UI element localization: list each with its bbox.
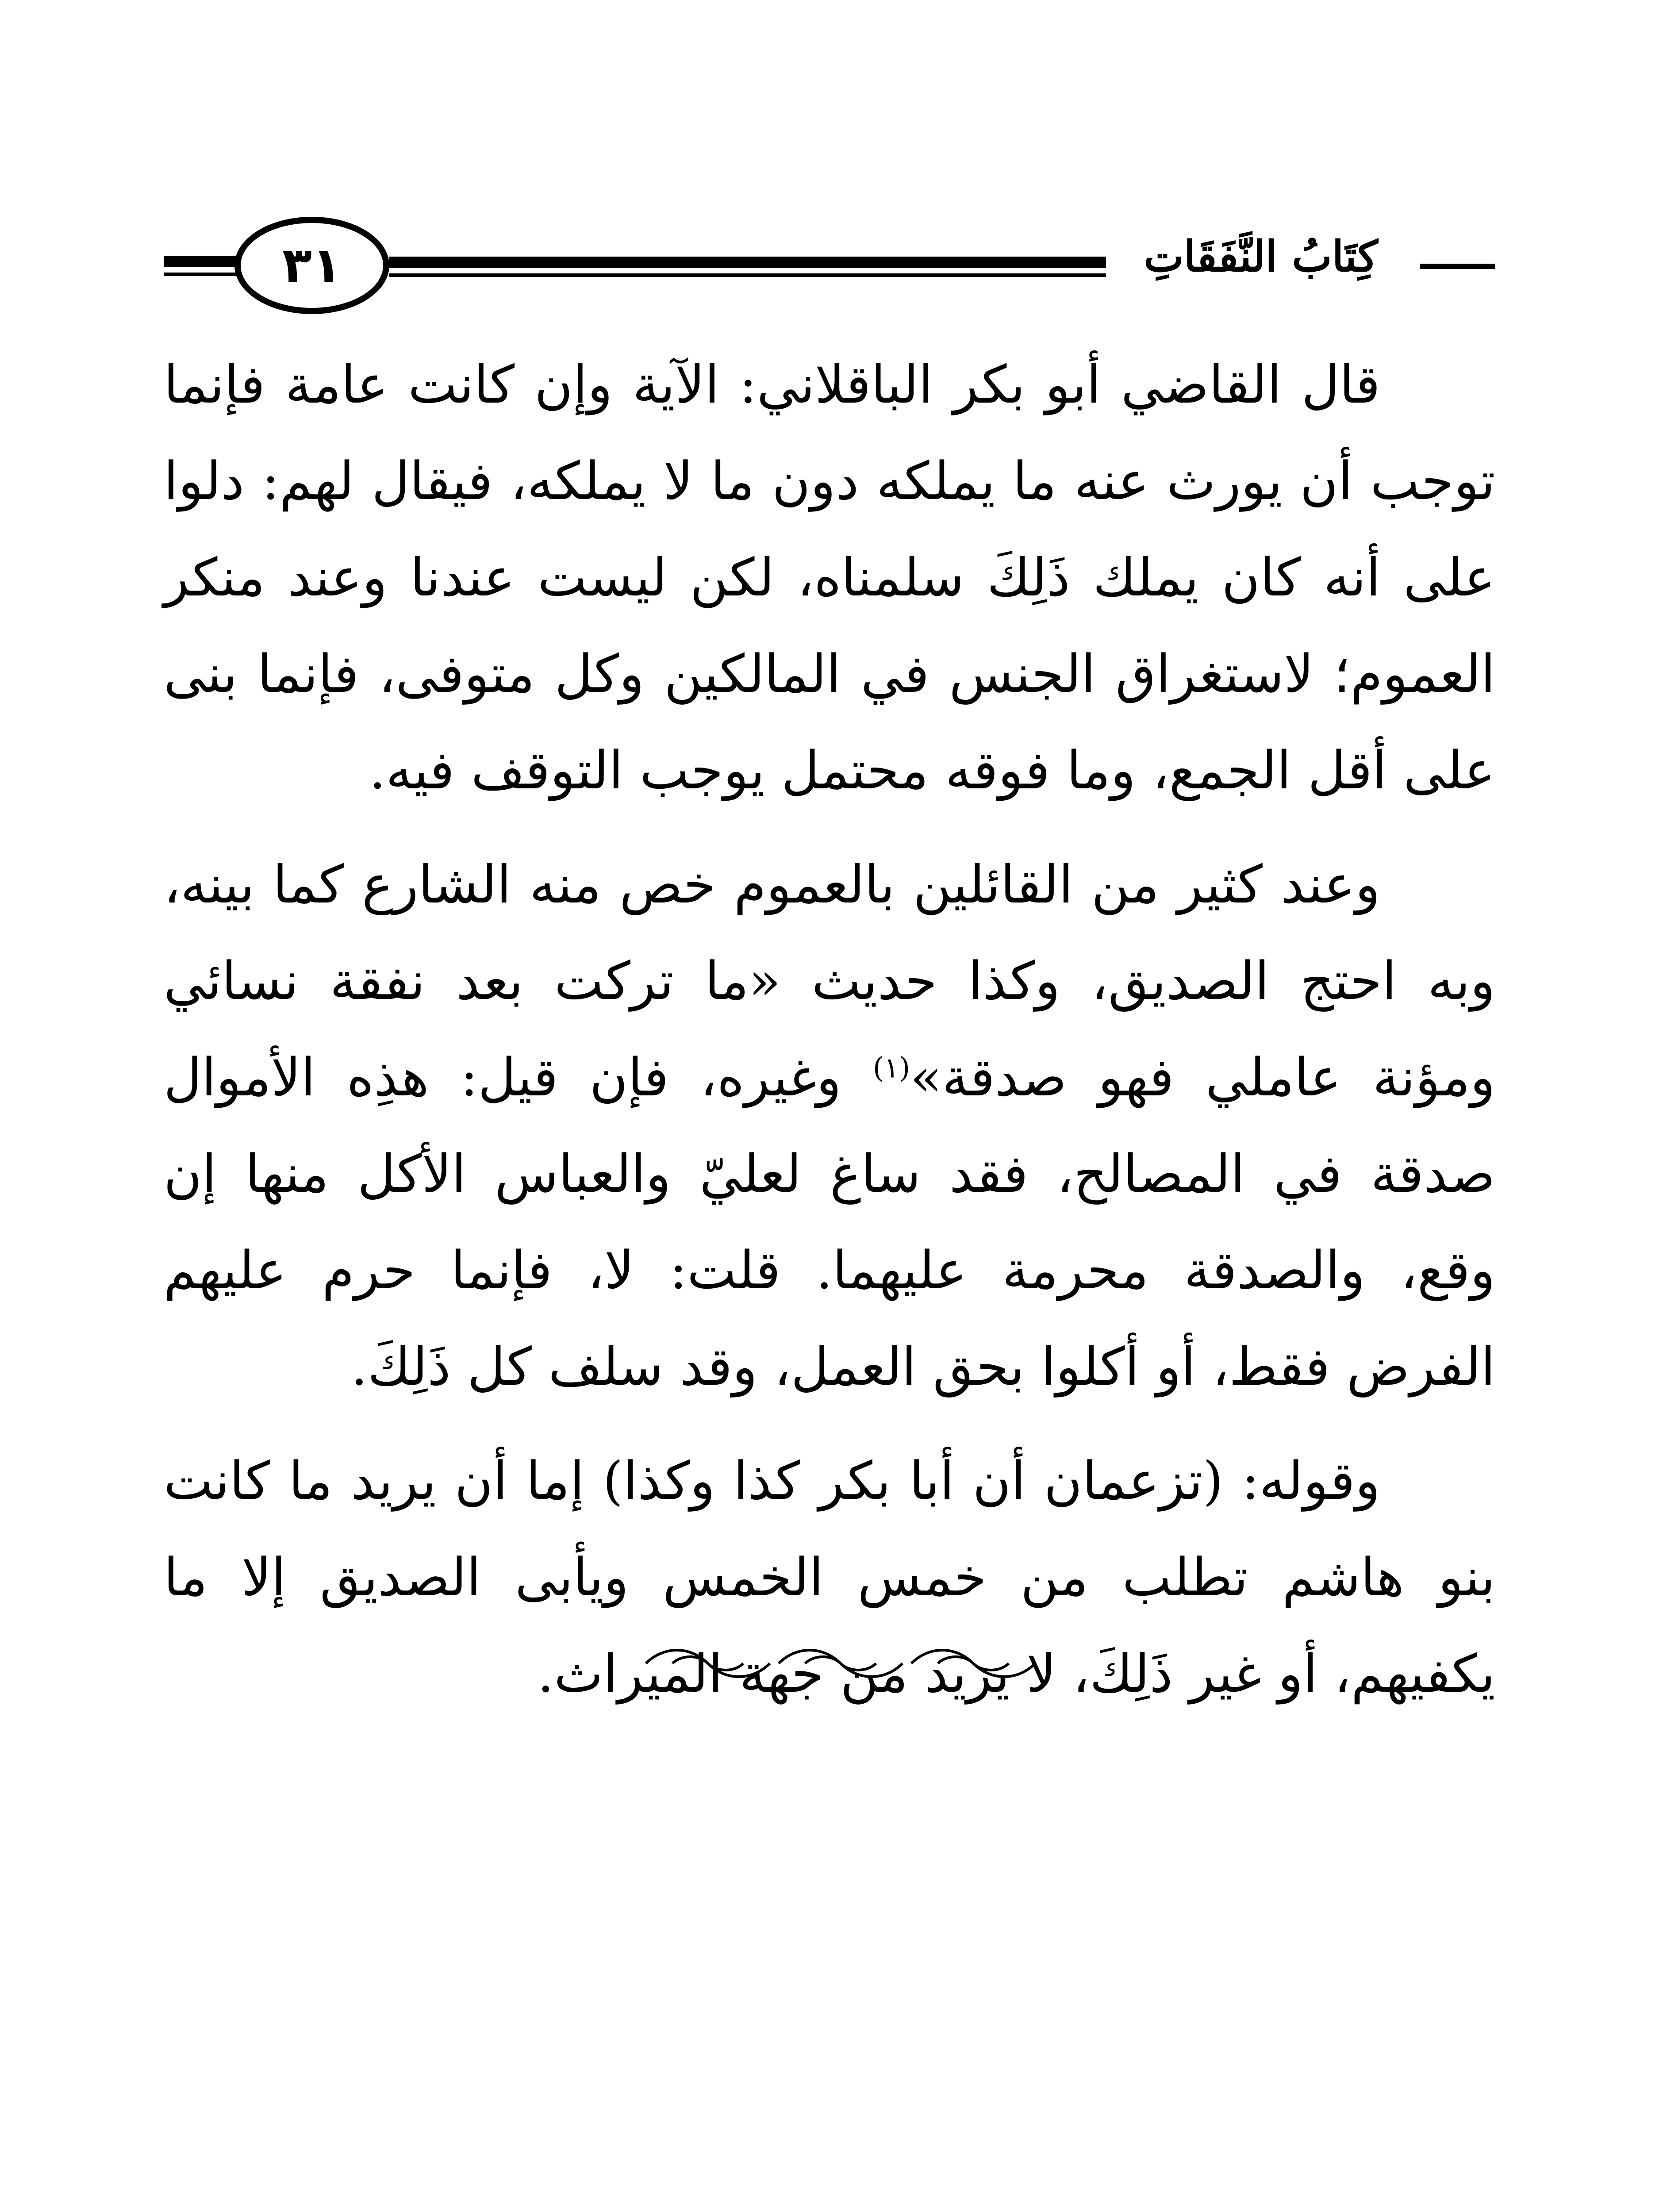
page-number: ٣١ — [282, 237, 342, 293]
paragraph-3: وقوله: (تزعمان أن أبا بكر كذا وكذا) إما أن يريد ما كانت بنو هاشم تطلب من خمس الخمس ويأبى الصديق إلا ما يكفيهم، أو غير ذَلِكَ، لا يريد من جهة الميراث. — [164, 1450, 1495, 1704]
paragraph-1: قال القاضي أبو بكر الباقلاني: الآية وإن كانت عامة فإنما توجب أن يورث عنه ما يملكه دون ما لا يملكه، فيقال لهم: دلوا على أنه كان يملك ذَلِكَ سلمناه، لكن ليست عندنا وعند منكر العموم؛ لاستغراق الجنس في المالكين وكل متوفى، فإنما بنى على أقل الجمع، وما فوقه محتمل يوجب التوقف فيه. — [164, 354, 1495, 801]
header-rule-left-thick — [164, 256, 239, 267]
section-ornament-icon — [637, 1646, 1044, 1681]
header-rule-right — [1420, 264, 1495, 269]
running-title: كِتَابُ النَّفَقَاتِ — [1144, 231, 1378, 281]
page-header — [0, 0, 1659, 310]
header-rule-left-thin — [164, 273, 239, 276]
header-rule-thin — [389, 273, 1106, 277]
header-rule-thick — [389, 257, 1106, 268]
paragraph-2-part-1: وعند كثير من القائلين بالعموم خص منه الشارع كما بينه، وبه احتج الصديق، وكذا حديث «ما تركت بعد نفقة نسائي ومؤنة عاملي فهو صدقة» — [164, 854, 1495, 1108]
paragraph-2-part-2: وغيره، فإن قيل: هذِه الأموال صدقة في المصالح، فقد ساغ لعليّ والعباس الأكل منها إن وقع، والصدقة محرمة عليهما. قلت: لا، فإنما حرم عليهم الفرض فقط، أو أكلوا بحق العمل، وقد سلف كل ذَلِكَ. — [164, 1047, 1496, 1397]
page-number-badge — [234, 217, 389, 314]
footnote-reference[interactable]: (١) — [872, 1052, 910, 1085]
main-text — [164, 336, 1495, 1740]
paragraph-2 — [164, 836, 1495, 1415]
